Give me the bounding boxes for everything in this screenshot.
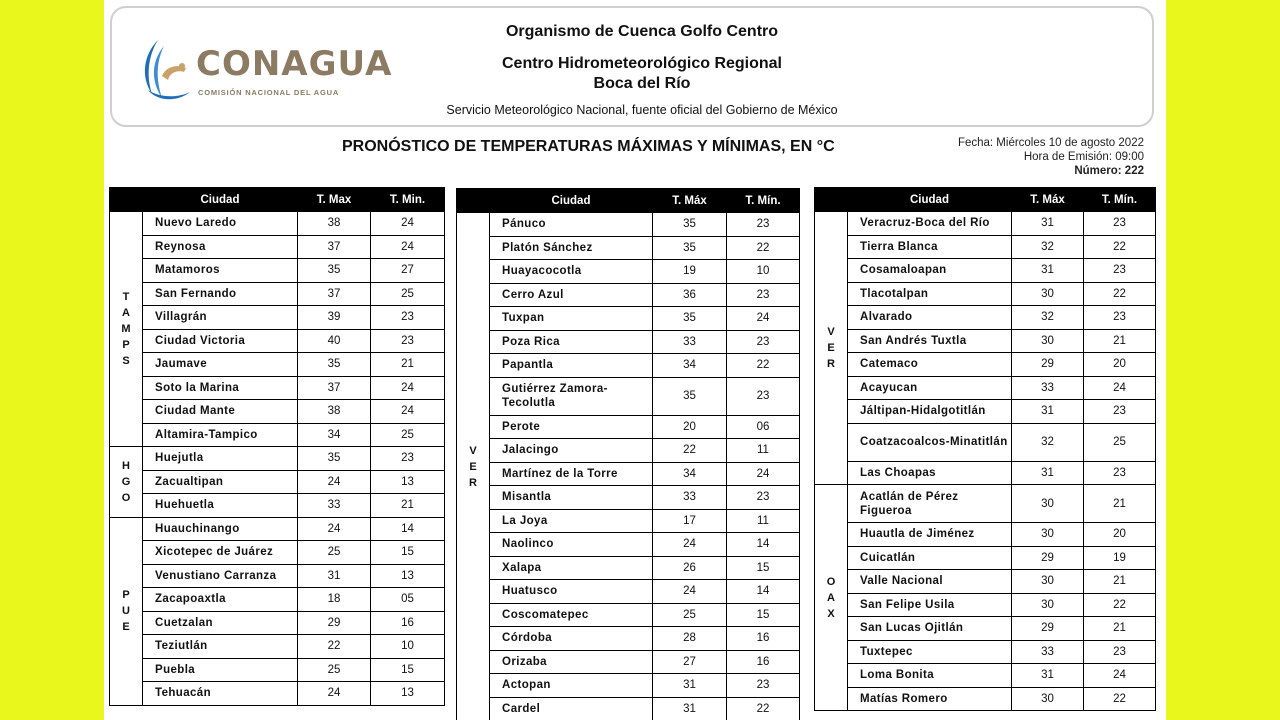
header-box bbox=[110, 6, 1154, 127]
tmax-cell: 24 bbox=[653, 533, 727, 557]
table-row bbox=[457, 415, 800, 439]
tmin-cell: 13 bbox=[371, 682, 445, 706]
city-cell: Jaumave bbox=[143, 353, 298, 377]
tmin-cell: 23 bbox=[727, 213, 800, 237]
table-row bbox=[457, 213, 800, 237]
tmax-cell: 25 bbox=[653, 603, 727, 627]
col-tmax: T. Máx bbox=[653, 189, 727, 213]
tmax-cell: 30 bbox=[1012, 593, 1084, 617]
tmax-cell: 24 bbox=[653, 580, 727, 604]
table-row bbox=[110, 376, 445, 400]
forecast-table-2 bbox=[456, 188, 800, 720]
header-line-2 bbox=[482, 54, 802, 94]
tmin-cell: 23 bbox=[727, 486, 800, 510]
tmin-cell: 22 bbox=[727, 236, 800, 260]
city-cell: Las Choapas bbox=[848, 461, 1012, 485]
city-cell: Poza Rica bbox=[490, 330, 653, 354]
table-row bbox=[815, 306, 1156, 330]
table-row bbox=[110, 588, 445, 612]
city-cell: Cuetzalan bbox=[143, 611, 298, 635]
tmin-cell: 25 bbox=[371, 282, 445, 306]
tmin-cell: 16 bbox=[371, 611, 445, 635]
tmin-cell: 22 bbox=[1084, 687, 1156, 711]
tmin-cell: 14 bbox=[371, 517, 445, 541]
tmax-cell: 18 bbox=[298, 588, 371, 612]
table-row bbox=[815, 640, 1156, 664]
tmax-cell: 30 bbox=[1012, 570, 1084, 594]
tmax-cell: 31 bbox=[1012, 259, 1084, 283]
tmax-cell: 33 bbox=[1012, 376, 1084, 400]
city-cell: La Joya bbox=[490, 509, 653, 533]
city-cell: Zacapoaxtla bbox=[143, 588, 298, 612]
city-cell: Reynosa bbox=[143, 235, 298, 259]
tmax-cell: 35 bbox=[298, 353, 371, 377]
tmin-cell: 16 bbox=[727, 650, 800, 674]
city-cell: Cuicatlán bbox=[848, 546, 1012, 570]
tmin-cell: 10 bbox=[727, 260, 800, 284]
tmin-cell: 20 bbox=[1084, 523, 1156, 547]
tmin-cell: 22 bbox=[1084, 282, 1156, 306]
table-header-row bbox=[815, 188, 1156, 212]
table-row bbox=[110, 541, 445, 565]
tmin-cell: 24 bbox=[727, 307, 800, 331]
tmin-cell: 06 bbox=[727, 415, 800, 439]
city-cell: Martínez de la Torre bbox=[490, 462, 653, 486]
logo-subtitle: COMISIÓN NACIONAL DEL AGUA bbox=[198, 88, 340, 97]
city-cell: Acayucan bbox=[848, 376, 1012, 400]
city-cell: Valle Nacional bbox=[848, 570, 1012, 594]
table-row bbox=[110, 635, 445, 659]
tmax-cell: 31 bbox=[653, 697, 727, 720]
tmin-cell: 22 bbox=[1084, 593, 1156, 617]
bulletin-meta bbox=[958, 136, 1144, 178]
tmin-cell: 22 bbox=[1084, 235, 1156, 259]
tmin-cell: 14 bbox=[727, 580, 800, 604]
state-label: P U E bbox=[110, 517, 143, 705]
table-row bbox=[457, 439, 800, 463]
city-cell: Naolinco bbox=[490, 533, 653, 557]
tmax-cell: 38 bbox=[298, 212, 371, 236]
city-cell: Xicotepec de Juárez bbox=[143, 541, 298, 565]
table-row bbox=[110, 259, 445, 283]
city-cell: Venustiano Carranza bbox=[143, 564, 298, 588]
table-row bbox=[457, 486, 800, 510]
tmin-cell: 23 bbox=[371, 329, 445, 353]
tmax-cell: 35 bbox=[653, 236, 727, 260]
city-cell: Ciudad Victoria bbox=[143, 329, 298, 353]
table-row bbox=[815, 523, 1156, 547]
tmin-cell: 21 bbox=[1084, 485, 1156, 523]
city-cell: Tierra Blanca bbox=[848, 235, 1012, 259]
table-row bbox=[110, 564, 445, 588]
table-row bbox=[815, 485, 1156, 523]
city-cell: Misantla bbox=[490, 486, 653, 510]
tmin-cell: 15 bbox=[727, 603, 800, 627]
city-cell: Alvarado bbox=[848, 306, 1012, 330]
page-title: PRONÓSTICO DE TEMPERATURAS MÁXIMAS Y MÍNIMAS, EN °C bbox=[342, 138, 835, 155]
tmax-cell: 39 bbox=[298, 306, 371, 330]
col-ciudad: Ciudad bbox=[848, 188, 1012, 212]
city-cell: Tlacotalpan bbox=[848, 282, 1012, 306]
tmax-cell: 19 bbox=[653, 260, 727, 284]
col-empty bbox=[110, 188, 143, 212]
table-row bbox=[457, 354, 800, 378]
city-cell: Perote bbox=[490, 415, 653, 439]
city-cell: Acatlán de Pérez Figueroa bbox=[848, 485, 1012, 523]
table-row bbox=[110, 400, 445, 424]
col-ciudad: Ciudad bbox=[490, 189, 653, 213]
city-cell: Veracruz-Boca del Río bbox=[848, 212, 1012, 236]
table-row bbox=[110, 517, 445, 541]
tmax-cell: 22 bbox=[653, 439, 727, 463]
table-row bbox=[110, 494, 445, 518]
city-cell: Actopan bbox=[490, 674, 653, 698]
col-empty bbox=[815, 188, 848, 212]
city-cell: Catemaco bbox=[848, 353, 1012, 377]
city-cell: Córdoba bbox=[490, 627, 653, 651]
table-row bbox=[110, 235, 445, 259]
tmin-cell: 23 bbox=[1084, 461, 1156, 485]
table-row bbox=[110, 306, 445, 330]
table-row bbox=[457, 377, 800, 415]
meta-fecha: Fecha: Miércoles 10 de agosto 2022 bbox=[957, 137, 1144, 149]
city-cell: Cosamaloapan bbox=[848, 259, 1012, 283]
table-row bbox=[457, 260, 800, 284]
city-cell: Soto la Marina bbox=[143, 376, 298, 400]
tmax-cell: 35 bbox=[298, 447, 371, 471]
city-cell: Nuevo Laredo bbox=[143, 212, 298, 236]
city-cell: Xalapa bbox=[490, 556, 653, 580]
city-cell: Villagrán bbox=[143, 306, 298, 330]
bulletin-sheet bbox=[104, 0, 1166, 720]
tmax-cell: 30 bbox=[1012, 485, 1084, 523]
tmax-cell: 27 bbox=[653, 650, 727, 674]
table-row bbox=[815, 461, 1156, 485]
tmin-cell: 25 bbox=[371, 423, 445, 447]
col-tmin: T. Min. bbox=[371, 188, 445, 212]
tmax-cell: 31 bbox=[298, 564, 371, 588]
tmax-cell: 33 bbox=[298, 494, 371, 518]
table-row bbox=[815, 212, 1156, 236]
city-cell: Puebla bbox=[143, 658, 298, 682]
tmin-cell: 25 bbox=[1084, 423, 1156, 461]
col-tmin: T. Mín. bbox=[727, 189, 800, 213]
tmax-cell: 33 bbox=[653, 486, 727, 510]
tmax-cell: 28 bbox=[653, 627, 727, 651]
tmax-cell: 34 bbox=[298, 423, 371, 447]
table-row bbox=[457, 462, 800, 486]
tmin-cell: 20 bbox=[1084, 353, 1156, 377]
tmin-cell: 21 bbox=[371, 353, 445, 377]
tmax-cell: 31 bbox=[653, 674, 727, 698]
city-cell: Huauchinango bbox=[143, 517, 298, 541]
tmin-cell: 23 bbox=[727, 330, 800, 354]
tmax-cell: 24 bbox=[298, 470, 371, 494]
tmax-cell: 33 bbox=[653, 330, 727, 354]
tmax-cell: 35 bbox=[653, 377, 727, 415]
col-empty bbox=[457, 189, 490, 213]
tmin-cell: 23 bbox=[1084, 212, 1156, 236]
header-line-2a: Centro Hidrometeorológico Regional bbox=[501, 55, 782, 72]
forecast-table-3 bbox=[814, 187, 1156, 711]
table-header-row bbox=[457, 189, 800, 213]
tmin-cell: 24 bbox=[371, 376, 445, 400]
city-cell: Matías Romero bbox=[848, 687, 1012, 711]
city-cell: Gutiérrez Zamora-Tecolutla bbox=[490, 377, 653, 415]
table-row bbox=[457, 603, 800, 627]
table-row bbox=[110, 447, 445, 471]
tmax-cell: 33 bbox=[1012, 640, 1084, 664]
tmin-cell: 15 bbox=[371, 658, 445, 682]
tmin-cell: 24 bbox=[371, 235, 445, 259]
tmax-cell: 32 bbox=[1012, 306, 1084, 330]
city-cell: San Fernando bbox=[143, 282, 298, 306]
table-row bbox=[815, 235, 1156, 259]
tmax-cell: 20 bbox=[653, 415, 727, 439]
city-cell: Cardel bbox=[490, 697, 653, 720]
city-cell: Huehuetla bbox=[143, 494, 298, 518]
tmax-cell: 37 bbox=[298, 282, 371, 306]
city-cell: Loma Bonita bbox=[848, 664, 1012, 688]
city-cell: San Andrés Tuxtla bbox=[848, 329, 1012, 353]
city-cell: Huautla de Jiménez bbox=[848, 523, 1012, 547]
table-row bbox=[815, 546, 1156, 570]
tmin-cell: 21 bbox=[371, 494, 445, 518]
state-label: T A M P S bbox=[110, 212, 143, 447]
tmax-cell: 32 bbox=[1012, 423, 1084, 461]
tmin-cell: 21 bbox=[1084, 570, 1156, 594]
city-cell: Tuxtepec bbox=[848, 640, 1012, 664]
tmin-cell: 24 bbox=[371, 212, 445, 236]
table-row bbox=[815, 329, 1156, 353]
tmin-cell: 15 bbox=[371, 541, 445, 565]
city-cell: Huayacocotla bbox=[490, 260, 653, 284]
col-tmax: T. Máx bbox=[1012, 188, 1084, 212]
tmin-cell: 22 bbox=[727, 354, 800, 378]
header-line-2b: Boca del Río bbox=[593, 75, 691, 92]
tmax-cell: 29 bbox=[1012, 353, 1084, 377]
tmax-cell: 22 bbox=[298, 635, 371, 659]
city-cell: Tuxpan bbox=[490, 307, 653, 331]
table-row bbox=[110, 423, 445, 447]
tmax-cell: 26 bbox=[653, 556, 727, 580]
city-cell: Huejutla bbox=[143, 447, 298, 471]
city-cell: San Lucas Ojitlán bbox=[848, 617, 1012, 641]
table-row bbox=[457, 627, 800, 651]
tmin-cell: 05 bbox=[371, 588, 445, 612]
city-cell: Zacualtipan bbox=[143, 470, 298, 494]
table-row bbox=[110, 682, 445, 706]
tmax-cell: 34 bbox=[653, 462, 727, 486]
tmin-cell: 24 bbox=[371, 400, 445, 424]
table-header-row bbox=[110, 188, 445, 212]
tmin-cell: 16 bbox=[727, 627, 800, 651]
meta-hora: Hora de Emisión: 09:00 bbox=[1023, 151, 1144, 163]
table-row bbox=[815, 259, 1156, 283]
table-row bbox=[457, 556, 800, 580]
table-row bbox=[815, 687, 1156, 711]
tmax-cell: 25 bbox=[298, 658, 371, 682]
city-cell: Coscomatepec bbox=[490, 603, 653, 627]
tmin-cell: 23 bbox=[1084, 400, 1156, 424]
tmin-cell: 14 bbox=[727, 533, 800, 557]
tmax-cell: 29 bbox=[1012, 617, 1084, 641]
tmin-cell: 13 bbox=[371, 564, 445, 588]
table-row bbox=[110, 212, 445, 236]
tmin-cell: 23 bbox=[727, 377, 800, 415]
tmin-cell: 11 bbox=[727, 439, 800, 463]
city-cell: Coatzacoalcos-Minatitlán bbox=[848, 423, 1012, 461]
tmax-cell: 24 bbox=[298, 517, 371, 541]
forecast-table-1 bbox=[109, 187, 445, 706]
table-row bbox=[815, 376, 1156, 400]
state-label: H G O bbox=[110, 447, 143, 518]
table-row bbox=[457, 697, 800, 720]
tmin-cell: 27 bbox=[371, 259, 445, 283]
tmax-cell: 25 bbox=[298, 541, 371, 565]
table-row bbox=[457, 533, 800, 557]
tmax-cell: 17 bbox=[653, 509, 727, 533]
table-row bbox=[815, 423, 1156, 461]
tmax-cell: 31 bbox=[1012, 212, 1084, 236]
city-cell: Platón Sánchez bbox=[490, 236, 653, 260]
col-tmax: T. Max bbox=[298, 188, 371, 212]
tmin-cell: 19 bbox=[1084, 546, 1156, 570]
table-row bbox=[815, 400, 1156, 424]
tmin-cell: 23 bbox=[1084, 640, 1156, 664]
city-cell: Orizaba bbox=[490, 650, 653, 674]
header-line-4: Servicio Meteorológico Nacional, fuente oficial del Gobierno de México bbox=[446, 103, 838, 117]
tmax-cell: 30 bbox=[1012, 687, 1084, 711]
table-row bbox=[815, 353, 1156, 377]
table-row bbox=[457, 307, 800, 331]
tmin-cell: 24 bbox=[1084, 376, 1156, 400]
tmin-cell: 23 bbox=[371, 306, 445, 330]
table-row bbox=[815, 593, 1156, 617]
city-cell: Jáltipan-Hidalgotitlán bbox=[848, 400, 1012, 424]
city-cell: Pánuco bbox=[490, 213, 653, 237]
state-label: V E R bbox=[815, 212, 848, 485]
tmax-cell: 31 bbox=[1012, 400, 1084, 424]
tmax-cell: 35 bbox=[653, 307, 727, 331]
tmax-cell: 36 bbox=[653, 283, 727, 307]
table-row bbox=[457, 283, 800, 307]
table-row bbox=[815, 617, 1156, 641]
table-row bbox=[457, 236, 800, 260]
tmax-cell: 40 bbox=[298, 329, 371, 353]
tmin-cell: 22 bbox=[727, 697, 800, 720]
table-row bbox=[110, 470, 445, 494]
col-tmin: T. Mín. bbox=[1084, 188, 1156, 212]
meta-numero: Número: 222 bbox=[1074, 165, 1144, 177]
city-cell: Papantla bbox=[490, 354, 653, 378]
city-cell: Matamoros bbox=[143, 259, 298, 283]
table-row bbox=[457, 674, 800, 698]
col-ciudad: Ciudad bbox=[143, 188, 298, 212]
tmax-cell: 32 bbox=[1012, 235, 1084, 259]
tmin-cell: 24 bbox=[1084, 664, 1156, 688]
tmax-cell: 30 bbox=[1012, 282, 1084, 306]
tmax-cell: 37 bbox=[298, 235, 371, 259]
city-cell: Teziutlán bbox=[143, 635, 298, 659]
table-row bbox=[457, 330, 800, 354]
tmin-cell: 23 bbox=[727, 674, 800, 698]
table-row bbox=[110, 611, 445, 635]
tmax-cell: 30 bbox=[1012, 329, 1084, 353]
tmin-cell: 23 bbox=[1084, 306, 1156, 330]
table-row bbox=[815, 664, 1156, 688]
tmin-cell: 13 bbox=[371, 470, 445, 494]
city-cell: San Felipe Usila bbox=[848, 593, 1012, 617]
tmax-cell: 31 bbox=[1012, 664, 1084, 688]
table-row bbox=[457, 580, 800, 604]
tmin-cell: 10 bbox=[371, 635, 445, 659]
table-row bbox=[457, 650, 800, 674]
city-cell: Ciudad Mante bbox=[143, 400, 298, 424]
tmin-cell: 23 bbox=[1084, 259, 1156, 283]
tmin-cell: 21 bbox=[1084, 617, 1156, 641]
tmin-cell: 15 bbox=[727, 556, 800, 580]
tmin-cell: 23 bbox=[727, 283, 800, 307]
logo-wordmark: CONAGUA bbox=[196, 44, 393, 84]
table-row bbox=[457, 509, 800, 533]
tmin-cell: 11 bbox=[727, 509, 800, 533]
tmax-cell: 35 bbox=[298, 259, 371, 283]
table-row bbox=[815, 570, 1156, 594]
city-cell: Tehuacán bbox=[143, 682, 298, 706]
tmin-cell: 24 bbox=[727, 462, 800, 486]
tmax-cell: 29 bbox=[298, 611, 371, 635]
city-cell: Huatusco bbox=[490, 580, 653, 604]
tmax-cell: 38 bbox=[298, 400, 371, 424]
city-cell: Altamira-Tampico bbox=[143, 423, 298, 447]
tmax-cell: 34 bbox=[653, 354, 727, 378]
tmin-cell: 23 bbox=[371, 447, 445, 471]
table-row bbox=[815, 282, 1156, 306]
tmin-cell: 21 bbox=[1084, 329, 1156, 353]
tmax-cell: 31 bbox=[1012, 461, 1084, 485]
conagua-logo bbox=[138, 36, 408, 106]
table-row bbox=[110, 353, 445, 377]
table-row bbox=[110, 329, 445, 353]
city-cell: Cerro Azul bbox=[490, 283, 653, 307]
tmax-cell: 29 bbox=[1012, 546, 1084, 570]
tmax-cell: 30 bbox=[1012, 523, 1084, 547]
state-label: V E R bbox=[457, 213, 490, 720]
conagua-emblem-icon bbox=[138, 36, 194, 106]
table-row bbox=[110, 282, 445, 306]
tmax-cell: 37 bbox=[298, 376, 371, 400]
header-line-1: Organismo de Cuenca Golfo Centro bbox=[505, 23, 779, 40]
table-row bbox=[110, 658, 445, 682]
tmax-cell: 24 bbox=[298, 682, 371, 706]
state-label: O A X bbox=[815, 485, 848, 711]
tmax-cell: 35 bbox=[653, 213, 727, 237]
city-cell: Jalacingo bbox=[490, 439, 653, 463]
